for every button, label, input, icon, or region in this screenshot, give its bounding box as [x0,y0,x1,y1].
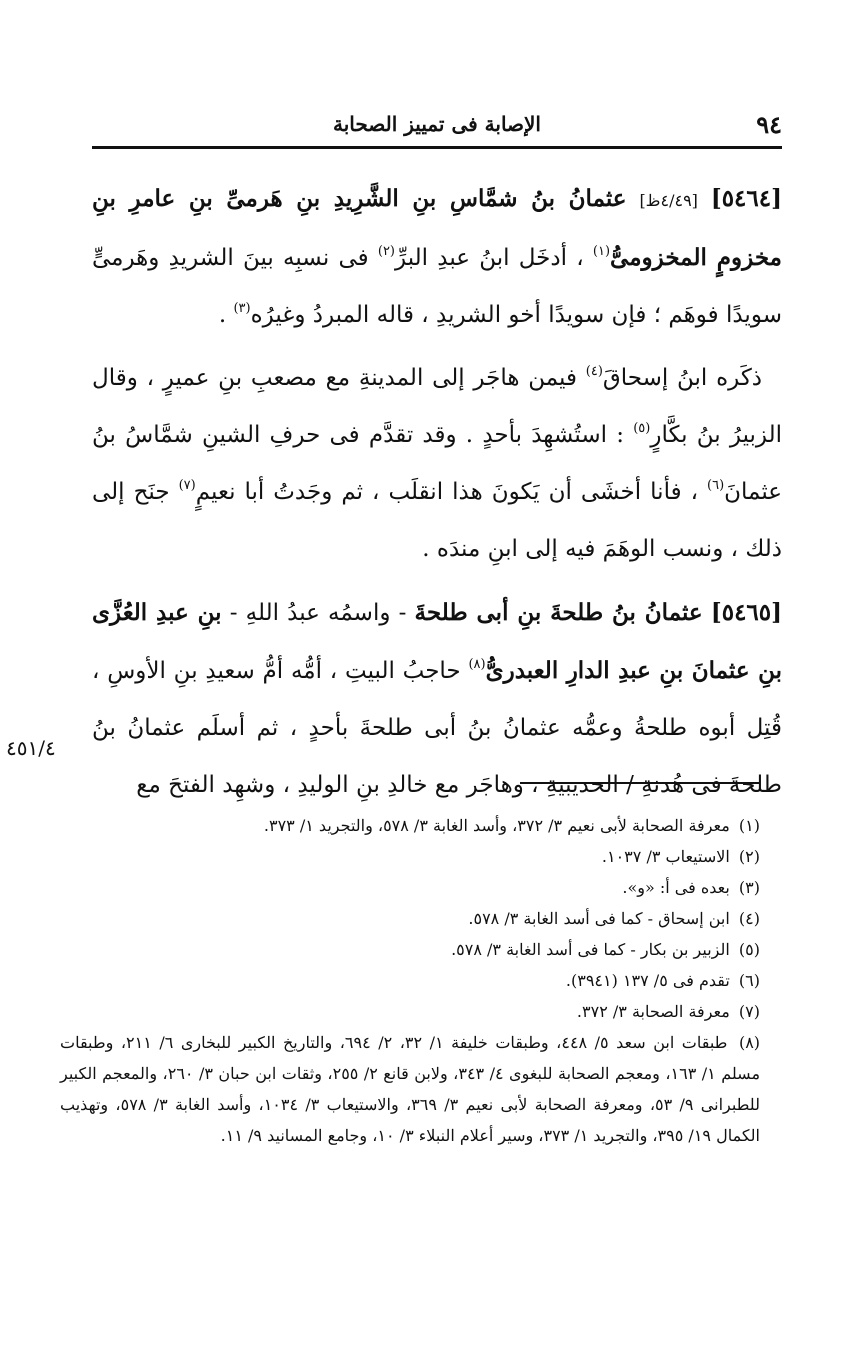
footnote-number: (٨) [738,1033,761,1052]
entry-text: حاجبُ البيتِ ، أمُّه أمُّ سعيدِ بنِ الأوسِ ، قُتِل أبوه طلحةُ وعمُّه عثمانُ بنُ أبى طلحةَ بأحدٍ ، ثم أسلَم عثمانُ بنُ طلحةَ فى هُدنةِ / الحديبيةِ ، وهاجَر مع خالدِ بنِ الوليدِ ، وشهِد الفتحَ مع [92,658,782,798]
footnote-item [60,1027,760,1151]
footnote-item [60,810,760,841]
entry-number: [٥٤٦٥] [710,599,783,626]
entry-text: ذكَره ابنُ إسحاقَ [602,365,763,391]
footnote-text: ابن إسحاق - كما فى أسد الغابة ٣/ ٥٧٨. [468,909,730,928]
header-rule [92,146,782,149]
entry-text: فى نسبِه بينَ الشريدِ وهَرمىٍّ سويدًا فوهَم ؛ فإن سويدًا أخو الشريدِ ، قاله المبردُ وغيرُه [92,245,782,328]
footnote-ref[interactable]: (٧) [178,478,196,493]
footnote-number: (٥) [738,940,760,959]
entry-number: [٥٤٦٤] [710,185,783,212]
page-header [92,108,782,142]
entry-name-continued: بنِ عبدِ العُزَّى بنِ عثمانَ بنِ عبدِ الدارِ العبدرىُّ [92,599,782,684]
footnote-text: بعده فى أ: «و». [622,878,730,897]
entry-text: ، أدخَل ابنُ عبدِ البرِّ [395,245,584,271]
footnote-ref[interactable]: (٢) [377,244,395,259]
footnote-number: (٣) [738,878,760,897]
entry-text: جنَح إلى ذلك ، ونسب الوهَمَ فيه إلى ابنِ مندَه . [92,479,782,562]
main-text [92,170,782,820]
page-number: ٩٤ [756,110,782,139]
footnote-number: (٦) [738,971,760,990]
footnote-ref[interactable]: (٤) [585,364,603,379]
footnote-ref[interactable]: (٣) [233,301,251,316]
margin-page-reference: ٤٥١/٤ [6,736,56,760]
footnote-list [60,810,760,1151]
footnote-text: الاستيعاب ٣/ ١٠٣٧. [601,847,730,866]
footnote-ref[interactable]: (٦) [707,478,725,493]
entry-text: - واسمُه عبدُ اللهِ - [229,600,407,626]
footnote-item [60,934,760,965]
footnote-ref[interactable]: (١) [592,244,611,259]
footnote-text: تقدم فى ٥/ ١٣٧ (٣٩٤١). [565,971,730,990]
entry-name: عثمانُ بنُ طلحةَ بنِ أبى طلحةَ [414,599,703,626]
footnote-item [60,841,760,872]
footnote-number: (١) [738,816,760,835]
footnote-item [60,872,760,903]
entry-text: فيمن هاجَر إلى المدينةِ مع مصعبِ بنِ عميرٍ ، وقال الزبيرُ بنُ بكَّارٍ [92,365,783,448]
footnote-text: معرفة الصحابة لأبى نعيم ٣/ ٣٧٢، وأسد الغابة ٣/ ٥٧٨، والتجريد ١/ ٣٧٣. [263,816,730,835]
footnote-ref[interactable]: (٨) [468,657,486,672]
footnote-number: (٧) [738,1002,760,1021]
footnote-text: معرفة الصحابة ٣/ ٣٧٢. [576,1002,730,1021]
footnotes [60,810,760,1151]
footnote-ref[interactable]: (٥) [633,421,651,436]
footnote-item [60,903,760,934]
entry-5465-paragraph-1 [92,584,782,814]
entry-5464-paragraph-1 [92,170,782,344]
entry-text: : استُشهِدَ بأحدٍ . وقد تقدَّم فى حرفِ الشينِ شمَّاسُ بنُ عثمانَ [92,422,783,505]
manuscript-ref: [٤/٤٩ظ] [639,191,698,210]
footnote-item [60,965,760,996]
footnote-item [60,996,760,1027]
entry-5464-paragraph-2 [92,350,782,578]
footnote-number: (٢) [738,847,760,866]
running-title: الإصابة فى تمييز الصحابة [333,112,541,136]
footnote-number: (٤) [738,909,760,928]
entry-name: عثمانُ بنُ شمَّاسِ بنِ الشَّرِيدِ بنِ هَرمىِّ بنِ عامرِ بنِ مخزومٍ المخزومىُّ [92,185,783,271]
entry-text: ، فأنا أخشَى أن يَكونَ هذا انقلَب ، ثم وجَدتُ أبا نعيمٍ [195,479,698,505]
footnote-rule [520,782,760,784]
footnote-text: طبقات ابن سعد ٥/ ٤٤٨، وطبقات خليفة ١/ ٣٢، ٢/ ٦٩٤، والتاريخ الكبير للبخارى ٦/ ٢١١، وطبقات مسلم ١/ ١٦٣، ومعجم الصحابة للبغوى ٤/ ٣٤٣، ولابن قانع ٢/ ٢٥٥، وثقات ابن حبان ٣/ ٢٦٠، والمعجم الكبير للطبرانى ٩/ ٥٣، ومعرفة الصحابة لأبى نعيم ٣/ ٣٦٩، والاستيعاب ٣/ ١٠٣٤، وأسد الغابة ٣/ ٥٧٨، وتهذيب الكمال ١٩/ ٣٩٥، والتجريد ١/ ٣٧٣، وسير أعلام النبلاء ٣/ ١٠، وجامع المسانيد ٩/ ١١. [60,1033,761,1145]
entry-text: . [218,302,227,328]
footnote-text: الزبير بن بكار - كما فى أسد الغابة ٣/ ٥٧٨. [451,940,730,959]
